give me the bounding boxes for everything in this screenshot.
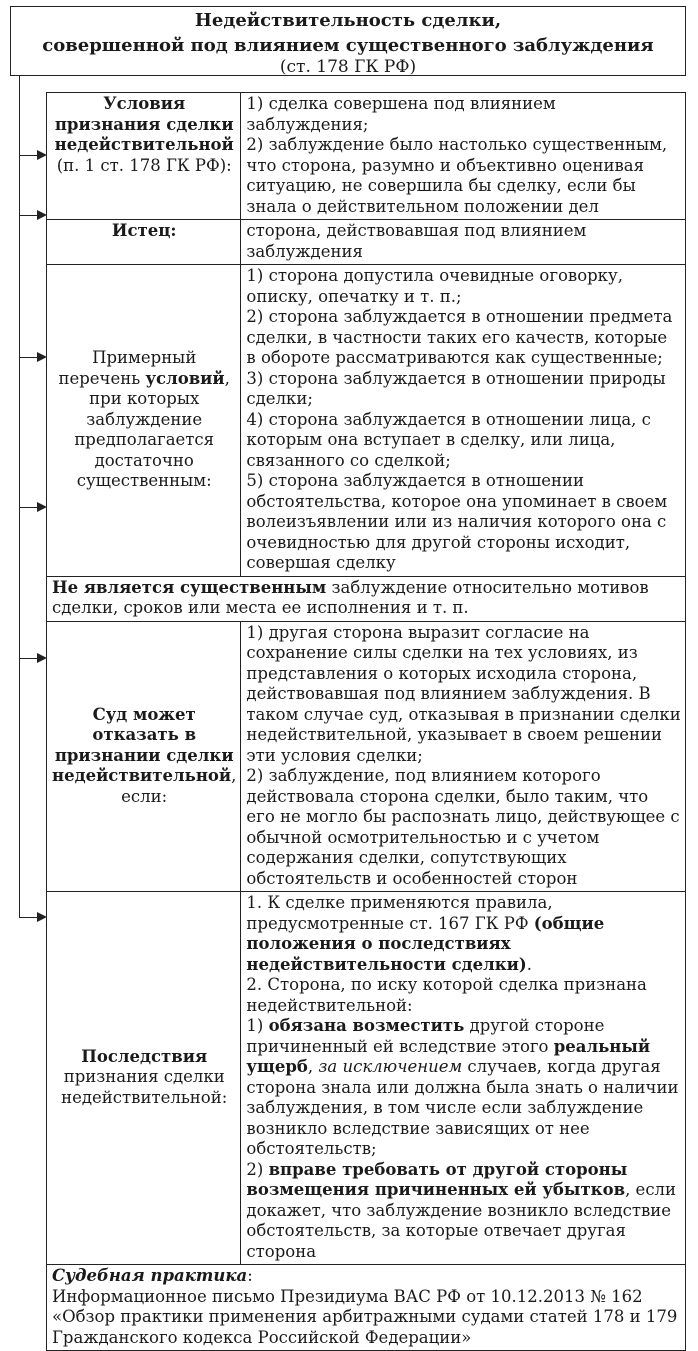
arrow-right-icon [19, 917, 45, 918]
c-s1-italic: за исключением [318, 1057, 463, 1076]
arrow-right-icon [19, 507, 45, 508]
list-item: 4) сторона заблуждается в отношении лица, с которым она вступает в сделку, или лица, связанного со сделкой; [246, 409, 651, 470]
list-item: 5) сторона заблуждается в отношении обстоятельства, которое она упоминает в своем волеизъявлении или из наличия которого она с очевидностью для другой стороны исходит, совершая сделку [246, 471, 668, 572]
c-p1-a: 1. К сделке применяются правила, предусмотренные ст. 167 ГК РФ [246, 893, 553, 933]
row-practice [47, 1265, 686, 1351]
list-item [246, 1160, 681, 1263]
plaintiff-text: сторона, действовавшая под влиянием заблуждения [241, 220, 686, 265]
list-item: 2. Сторона, по иску которой сделка признана недействительной: [246, 975, 647, 1015]
consequences-label-rest: признания сделки недействительной: [61, 1067, 228, 1107]
title-box [10, 6, 686, 76]
c-s1-bold1: обязана возместить [268, 1016, 465, 1035]
list-item: 1) сторона допустила очевидные оговорку, описку, опечатку и т. п.; [246, 266, 623, 306]
conditions-label [47, 93, 241, 220]
arrow-right-icon [19, 658, 45, 659]
c-s1-bold2: реальный ущерб [246, 1036, 651, 1076]
row-plaintiff [47, 220, 686, 265]
row-conditions [47, 93, 686, 220]
consequences-content [241, 892, 686, 1265]
conditions-content [241, 93, 686, 220]
row-examples [47, 265, 686, 577]
scheme-table [46, 92, 686, 1351]
examples-label-a: Примерный перечень [58, 348, 197, 388]
c-p1-bold: (общие положения о последствиях недействительности сделки) [246, 913, 605, 974]
practice-line-1: Информационное письмо Президиума ВАС РФ от 10.12.2013 № 162 [52, 1286, 643, 1306]
examples-label-bold: условий [145, 368, 225, 388]
c-s1-c: , [307, 1057, 319, 1076]
list-item: 1) сделка совершена под влиянием заблуждения; [246, 94, 556, 134]
c-s2-b: , если докажет, что заблуждение возникло вследствие обстоятельств, за которые отвечает другая сторона [246, 1180, 677, 1261]
conditions-label-bold: Условия признания сделки недействительной [54, 94, 234, 154]
c-s1-d: случаев, когда другая сторона знала или должна была знать о наличии заблуждения, в том числе если заблуждение возникло вследствие зависящих от нее обстоятельств; [246, 1057, 679, 1158]
list-item: 1) другая сторона выразит согласие на сохранение силы сделки на тех условиях, из представления о которых исходила сторона, действовавшая под влиянием заблуждения. В таком случае суд, отказывая в признании сделки недействительной, указывает в своем решении эти условия сделки; [246, 622, 681, 765]
plaintiff-label: Истец: [47, 220, 241, 265]
title-line-1: Недействительность сделки, [194, 10, 502, 31]
examples-label-b: , при которых заблуждение предполагается достаточно существенным: [74, 368, 230, 490]
consequences-label [47, 892, 241, 1265]
connector-trunk [19, 76, 20, 918]
practice-heading-text: Судебная практика [52, 1266, 248, 1285]
court-refuse-label-bold: Суд может отказать в признании сделки недействительной [52, 704, 234, 785]
list-item [246, 1016, 681, 1160]
row-consequences [47, 892, 686, 1265]
court-refuse-label-rest: , если: [121, 766, 237, 806]
not-essential-bold: Не является существенным [52, 577, 327, 597]
list-item: 2) заблуждение, под влиянием которого действовала сторона сделки, было таким, что его не могло бы распознать лицо, действующее с обычной осмотрительностью и с учетом содержания сделки, сопутствующих обстоятельств и особенностей сторон [246, 766, 680, 888]
not-essential-text [47, 576, 686, 621]
row-not-essential [47, 576, 686, 621]
row-court-refuse [47, 621, 686, 892]
court-refuse-label [47, 621, 241, 892]
court-refuse-content [241, 621, 686, 892]
list-item: 3) сторона заблуждается в отношении природы сделки; [246, 368, 666, 408]
arrow-right-icon [19, 215, 45, 216]
practice-heading [52, 1266, 681, 1287]
c-p1-end: . [526, 954, 532, 974]
practice-colon: : [247, 1266, 253, 1285]
conditions-label-rest: (п. 1 ст. 178 ГК РФ): [56, 155, 232, 175]
title-line-3: (ст. 178 ГК РФ) [279, 57, 417, 77]
title-line-2: совершенной под влиянием существенного заблуждения [42, 35, 654, 56]
list-item: 2) сторона заблуждается в отношении предмета сделки, в частности таких его качеств, которые в обороте рассматриваются как существенные; [246, 307, 673, 367]
c-s2-a: 2) [246, 1159, 269, 1179]
examples-label [47, 265, 241, 577]
practice-box [47, 1265, 686, 1351]
c-s1-b: другой стороне причиненный ей вследствие этого [246, 1016, 605, 1056]
c-s1-a: 1) [246, 1016, 269, 1035]
c-s2-bold: вправе требовать от другой стороны возмещения причиненных ей убытков [246, 1159, 628, 1199]
arrow-right-icon [19, 155, 45, 156]
list-item: 2) заблуждение было настолько существенным, что сторона, разумно и объективно оценивая ситуацию, не совершила бы сделку, если бы знала о действительном положении дел [246, 135, 668, 216]
arrow-right-icon [19, 357, 45, 358]
practice-line-2: «Обзор практики применения арбитражными судами статей 178 и 179 Гражданского кодекса Российской Федерации» [52, 1307, 678, 1347]
list-item [246, 893, 681, 975]
consequences-label-bold: Последствия [81, 1046, 208, 1066]
examples-content [241, 265, 686, 577]
not-essential-rest: заблуждение относительно мотивов сделки, сроков или места ее исполнения и т. п. [52, 577, 649, 617]
